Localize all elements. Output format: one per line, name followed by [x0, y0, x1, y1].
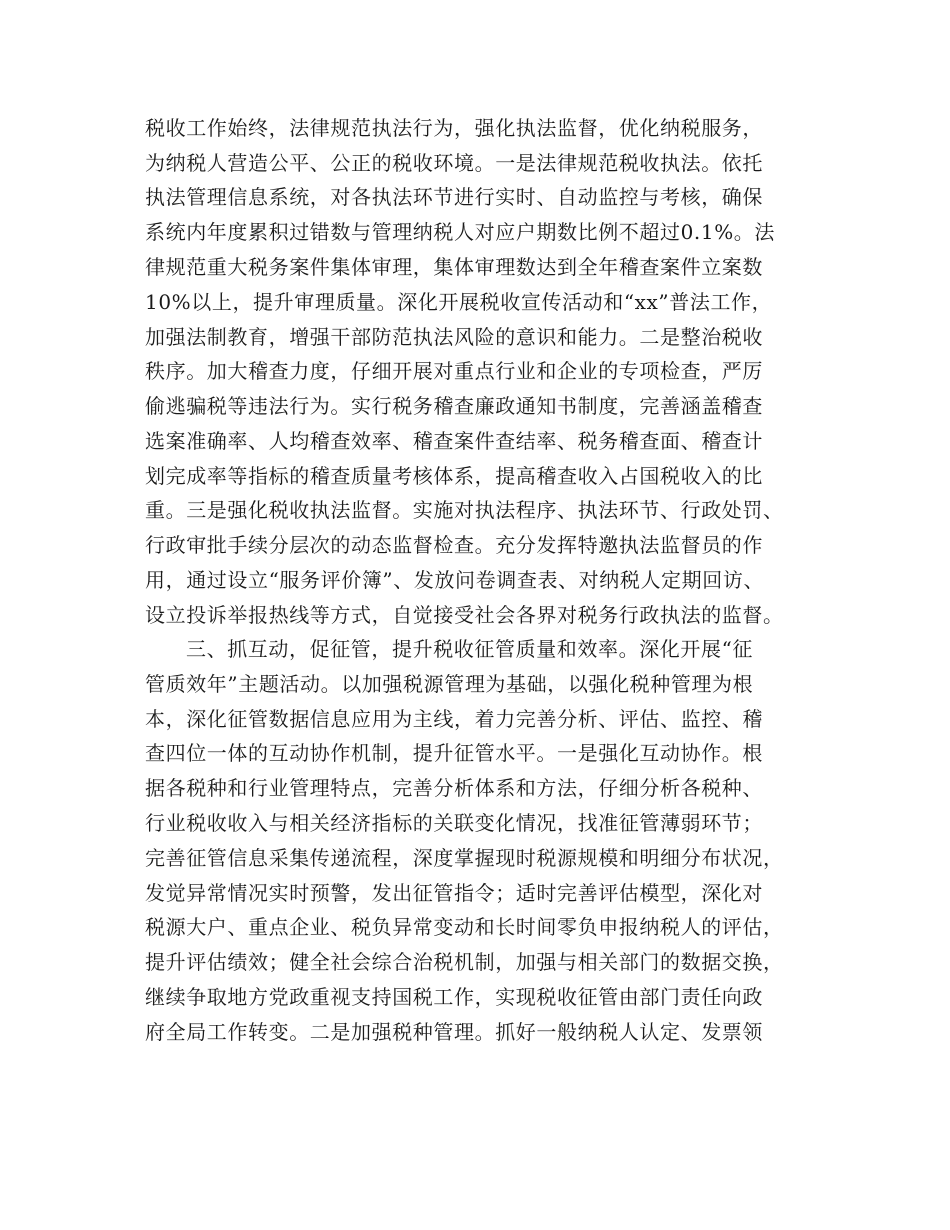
text-line: 继续争取地方党政重视支持国税工作，实现税收征管由部门责任向政 [145, 985, 763, 1009]
text-line: 10%以上，提升审理质量。深化开展税收宣传活动和“xx”普法工作， [145, 290, 773, 314]
text-line: 税收工作始终，法律规范执法行为，强化执法监督，优化纳税服务， [145, 116, 763, 140]
text-line: 重。三是强化税收执法监督。实施对执法程序、执法环节、行政处罚、 [145, 498, 784, 522]
text-line: 行政审批手续分层次的动态监督检查。充分发挥特邀执法监督员的作 [145, 533, 763, 557]
text-line: 查四位一体的互动协作机制，提升征管水平。一是强化互动协作。根 [145, 741, 763, 765]
text-line: 设立投诉举报热线等方式，自觉接受社会各界对税务行政执法的监督。 [145, 603, 784, 627]
text-line: 律规范重大税务案件集体审理，集体审理数达到全年稽查案件立案数 [145, 255, 763, 279]
text-line: 秩序。加大稽查力度，仔细开展对重点行业和企业的专项检查，严厉 [145, 359, 763, 383]
text-line: 行业税收收入与相关经济指标的关联变化情况，找准征管薄弱环节； [145, 811, 763, 835]
text-line: 本，深化征管数据信息应用为主线，着力完善分析、评估、监控、稽 [145, 707, 763, 731]
text-line: 执法管理信息系统，对各执法环节进行实时、自动监控与考核，确保 [145, 185, 763, 209]
text-line: 完善征管信息采集传递流程，深度掌握现时税源规模和明细分布状况， [145, 846, 784, 870]
text-line: 用，通过设立“服务评价簿”、发放问卷调查表、对纳税人定期回访、 [145, 568, 765, 592]
text-line: 发觉异常情况实时预警，发出征管指令；适时完善评估模型，深化对 [145, 881, 763, 905]
text-line: 税源大户、重点企业、税负异常变动和长时间零负申报纳税人的评估， [145, 915, 784, 939]
text-line: 加强法制教育，增强干部防范执法风险的意识和能力。二是整治税收 [145, 325, 763, 349]
text-line: 为纳税人营造公平、公正的税收环境。一是法律规范税收执法。依托 [145, 151, 763, 175]
text-line: 系统内年度累积过错数与管理纳税人对应户期数比例不超过0.1%。法 [145, 220, 776, 244]
text-line: 府全局工作转变。二是加强税种管理。抓好一般纳税人认定、发票领 [145, 1020, 763, 1044]
text-line: 管质效年”主题活动。以加强税源管理为基础，以强化税种管理为根 [145, 672, 754, 696]
text-line: 偷逃骗税等违法行为。实行税务稽查廉政通知书制度，完善涵盖稽查 [145, 394, 763, 418]
text-line: 选案准确率、人均稽查效率、稽查案件查结率、税务稽查面、稽查计 [145, 429, 763, 453]
text-line: 三、抓互动，促征管，提升税收征管质量和效率。深化开展“征 [186, 637, 754, 661]
text-line: 划完成率等指标的稽查质量考核体系，提高稽查收入占国税收入的比 [145, 464, 763, 488]
text-line: 据各税种和行业管理特点，完善分析体系和方法，仔细分析各税种、 [145, 776, 763, 800]
text-line: 提升评估绩效；健全社会综合治税机制，加强与相关部门的数据交换， [145, 950, 784, 974]
